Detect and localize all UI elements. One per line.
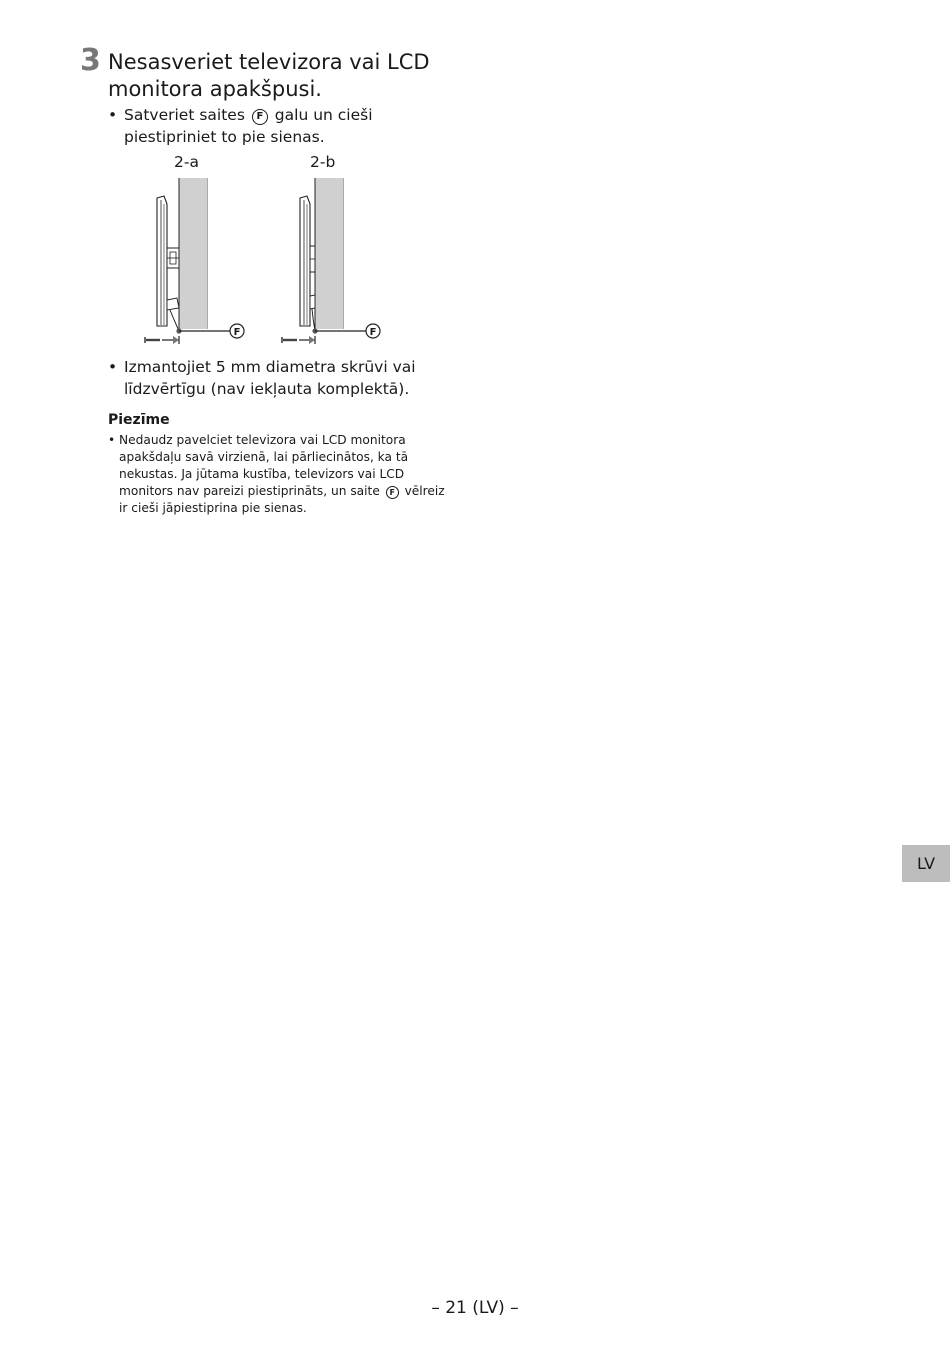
step-title-line-1: Nesasveriet televizora vai LCD: [108, 50, 430, 74]
diagram-2b: [282, 178, 380, 344]
instruction-2-line-2: līdzvērtīgu (nav iekļauta komplektā).: [124, 380, 410, 398]
instruction-1-line-1: [108, 105, 373, 126]
wall-b: [315, 178, 343, 329]
note-line-5: ir cieši jāpiestiprina pie sienas.: [119, 501, 307, 515]
instruction-1-text-cont: galu un cieši: [274, 106, 373, 124]
language-tab: LV: [902, 845, 950, 882]
note-heading: Piezīme: [108, 412, 170, 428]
instruction-1-text: Satveriet saites: [124, 106, 245, 124]
wall-mount-illustration: [140, 150, 400, 360]
callout-f-marker: F: [386, 486, 399, 499]
step-title: [108, 49, 448, 103]
note-line-1: • Nedaudz pavelciet televizora vai LCD monitora: [108, 432, 406, 449]
note-line-4: monitors nav pareizi piestiprināts, un saite F vēlreiz: [119, 484, 445, 498]
diagram-2a: [145, 178, 244, 344]
page-number: – 21 (LV) –: [431, 1298, 519, 1318]
instruction-1-line-2: piestipriniet to pie sienas.: [124, 128, 325, 146]
callout-f-b: F: [369, 327, 377, 338]
bullet: •: [108, 433, 116, 447]
tv-profile-b: [300, 196, 310, 326]
callout-f-a: F: [233, 327, 241, 338]
wall-a: [179, 178, 207, 329]
figure-label-2a: 2-a: [174, 153, 199, 171]
tv-profile-a: [157, 196, 167, 326]
bullet: •: [108, 358, 118, 376]
figure-label-2b: 2-b: [310, 153, 336, 171]
bullet: •: [108, 106, 118, 124]
note-line-2: apakšdaļu savā virzienā, lai pārliecinātos, ka tā: [119, 450, 409, 464]
step-title-line-2: monitora apakšpusi.: [108, 77, 322, 101]
note-line-3: nekustas. Ja jūtama kustība, televizors vai LCD: [119, 467, 405, 481]
instruction-2-line-1: • Izmantojiet 5 mm diametra skrūvi vai: [108, 358, 416, 376]
callout-f-marker: F: [252, 109, 268, 125]
step-number: 3: [80, 43, 101, 78]
